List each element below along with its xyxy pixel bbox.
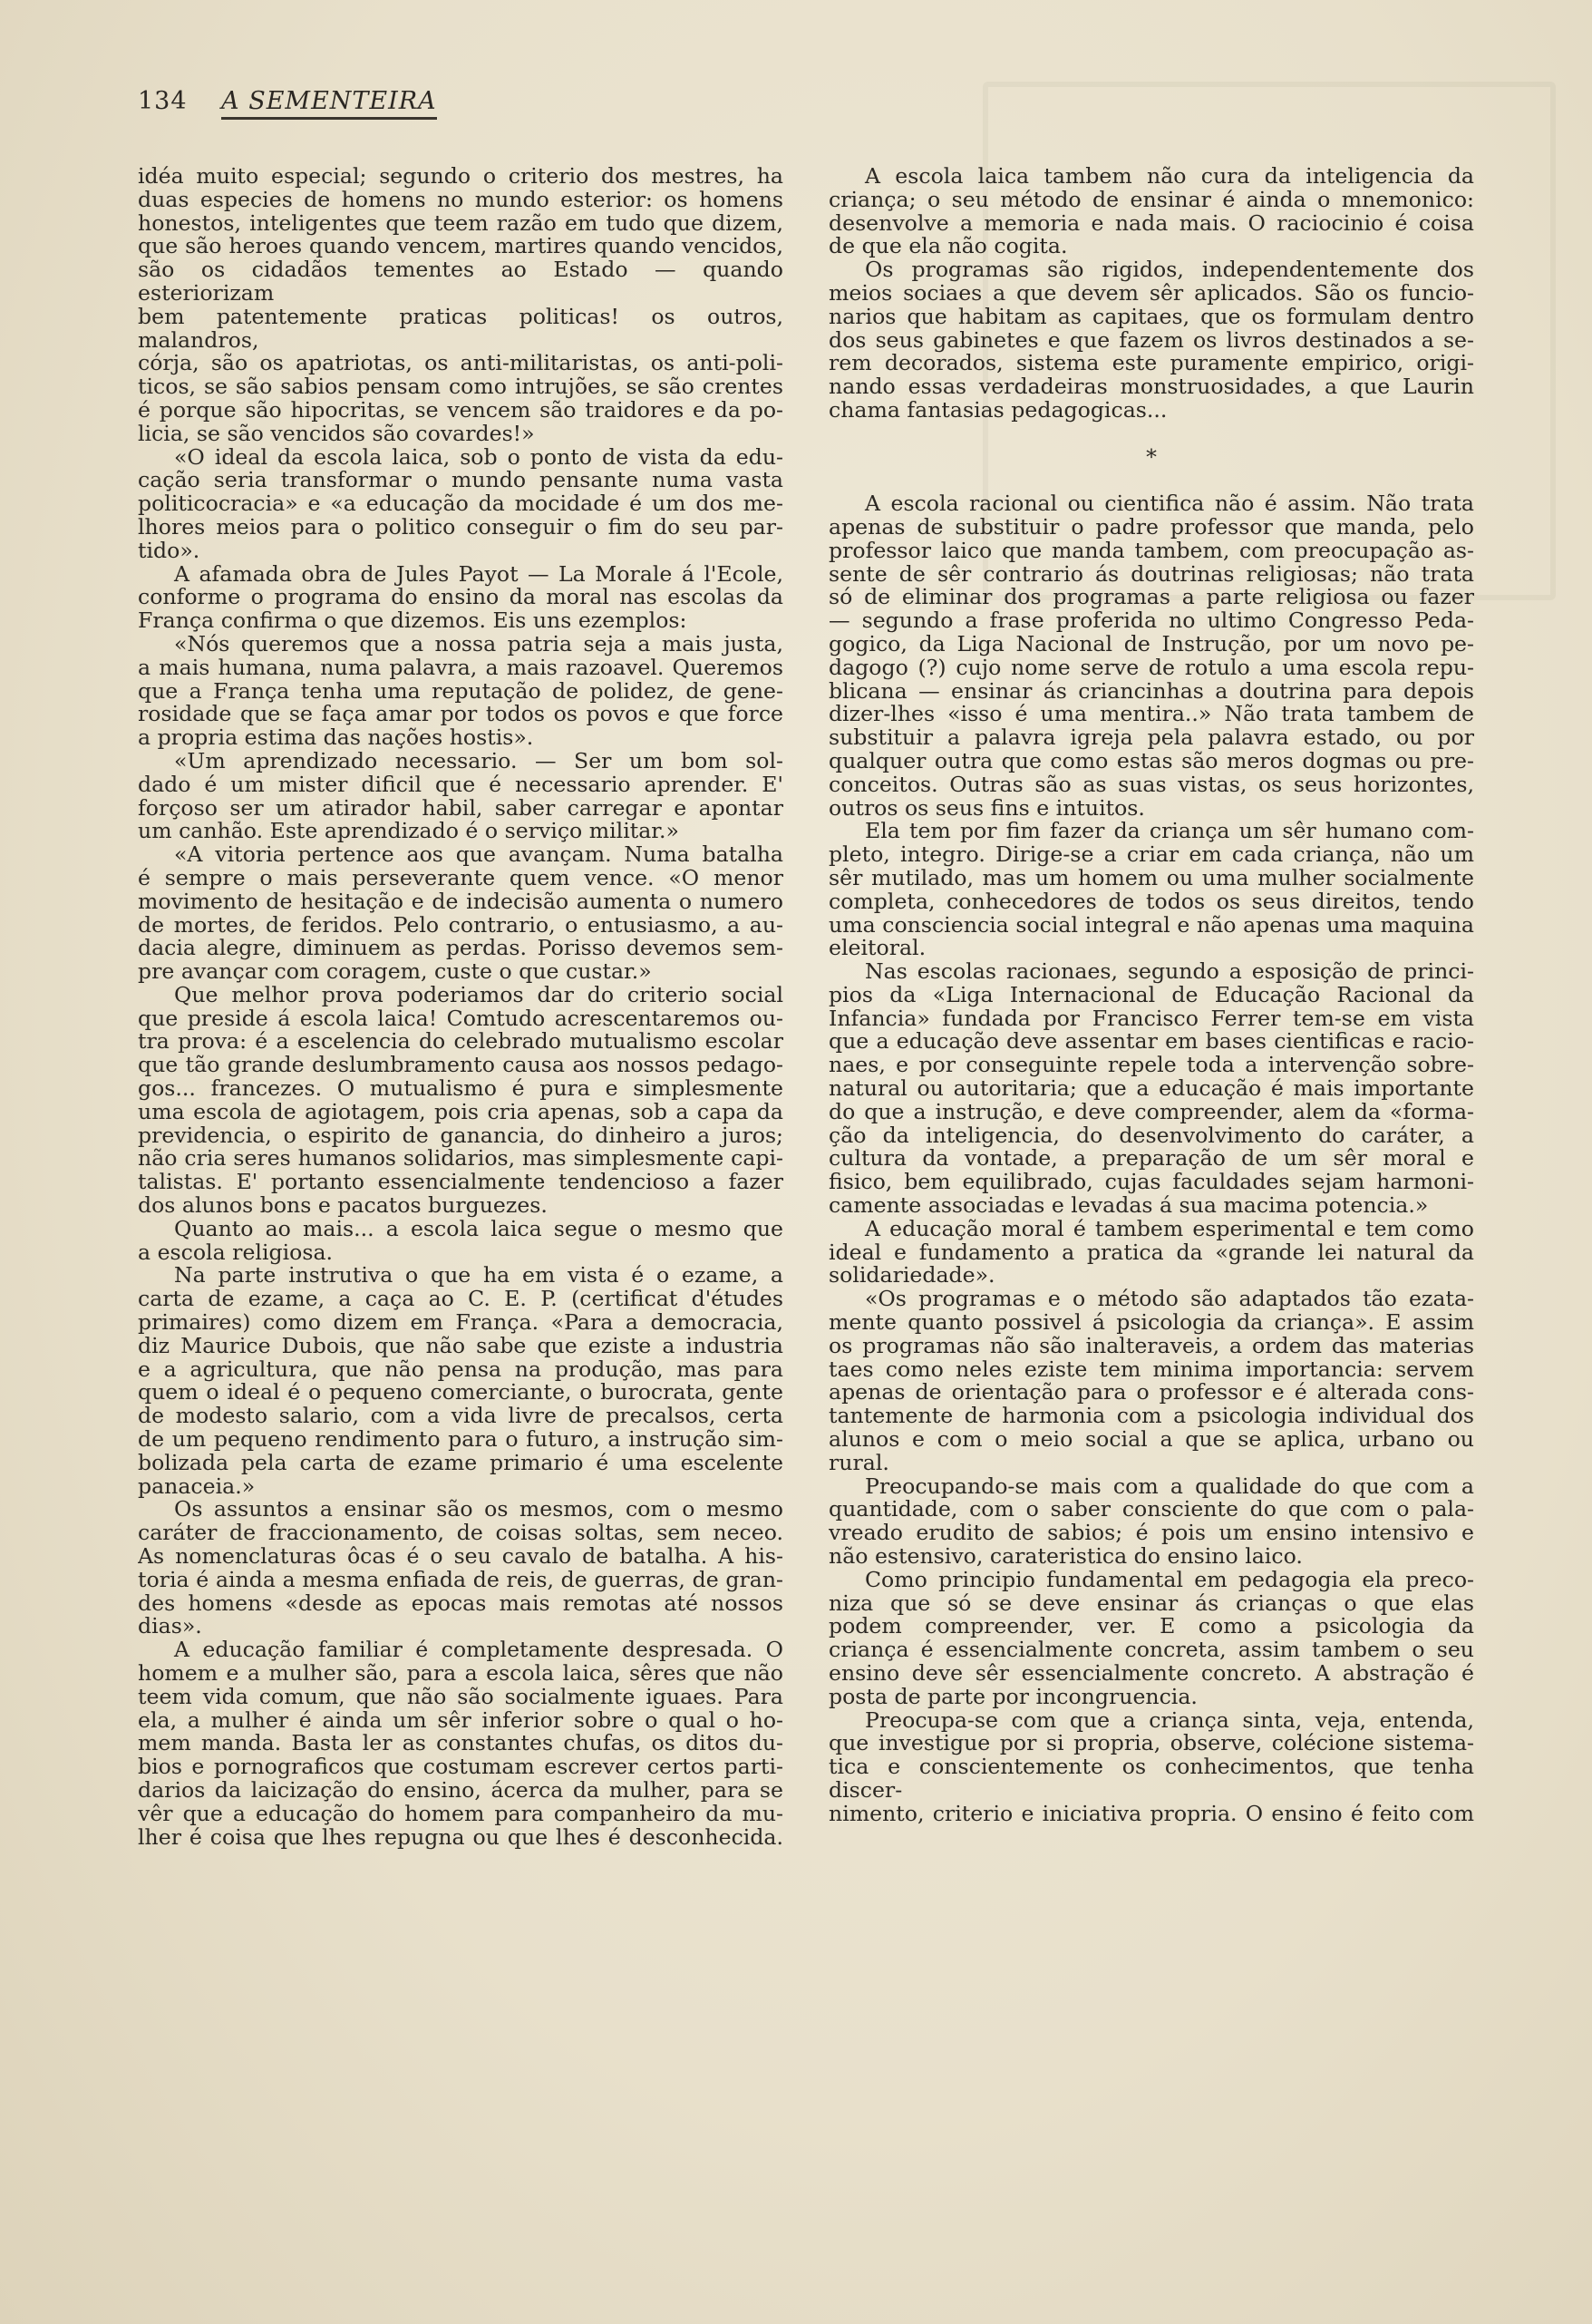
text-line: nimento, criterio e iniciativa propria. O ensino é feito com [829,1800,1474,1826]
text-line: tido». [138,537,200,563]
text-line: dizer-lhes «isso é uma mentira..» Não trata tambem de [829,701,1474,727]
text-line: e a agricultura, que não pensa na produção, mas para [138,1356,783,1382]
text-line: posta de parte por incongruencia. [829,1683,1198,1709]
text-line: são os cidadãos tementes ao Estado — quando esteriorizam [138,257,783,306]
text-line: de modesto salario, com a vida livre de precalsos, certa [138,1403,783,1429]
text-line: talistas. E' portanto essencialmente tendencioso a fazer [138,1169,783,1195]
text-line: darios da laicização do ensino, ácerca da mulher, para se [138,1776,783,1803]
text-line: Os assuntos a ensinar são os mesmos, com o mesmo [174,1496,783,1522]
text-line: ticos, se são sabios pensam como intrujões, se são crentes [138,374,783,400]
text-line: gogico, da Liga Nacional de Instrução, por um novo pe- [829,630,1474,656]
text-line: rural. [829,1449,889,1475]
right-text-column [829,165,1474,2251]
text-line: não cria seres humanos solidarios, mas simplesmente capi- [138,1145,783,1172]
text-line: lhores meios para o politico conseguir o fim do seu par- [138,513,783,540]
text-line: a propria estima das nações hostis». [138,724,534,751]
text-line: desenvolve a memoria e nada mais. O raciocinio é coisa [829,209,1474,236]
text-line: Como principio fundamental em pedagogia ela preco- [865,1566,1474,1592]
text-line: uma consciencia social integral e não apenas uma maquina [829,911,1474,938]
text-line: vreado erudito de sabios; é pois um ensino intensivo e [829,1520,1474,1546]
text-line: diz Maurice Dubois, que não sabe que eziste a industria [138,1332,783,1358]
text-line: pre avançar com coragem, custe o que custar.» [138,958,652,985]
text-line: pios da «Liga Internacional de Educação Racional da [829,981,1474,1007]
text-line: alunos e com o meio social a que se aplica, urbano ou [829,1426,1474,1453]
text-line: substituir a palavra igreja pela palavra estado, ou por [829,724,1474,751]
text-line: dacia alegre, diminuem as perdas. Porisso devemos sem- [138,935,783,961]
text-line: primaires) como dizem em França. «Para a democracia, [138,1309,783,1336]
text-line: os programas não são inalteraveis, a ordem das materias [829,1332,1474,1358]
text-line: é porque são hipocritas, se vencem são traidores e da po- [138,396,783,423]
text-line: «Os programas e o método são adaptados tão ezata- [865,1286,1474,1312]
text-line: naes, e por conseguinte repele toda a intervenção sobre- [829,1052,1474,1078]
text-line: sêr mutilado, mas um homem ou uma mulher socialmente [829,864,1474,890]
text-line: córja, são os apatriotas, os anti-militaristas, os anti-poli- [138,350,783,376]
text-line: Preocupando-se mais com a qualidade do que com a [865,1473,1474,1499]
text-line: forçoso ser um atirador habil, saber carregar e apontar [138,794,783,821]
left-text-column [138,165,783,2251]
text-line: Os programas são rigidos, independentemente dos [865,257,1474,283]
text-line: A escola laica tambem não cura da inteligencia da [865,165,1474,189]
text-line: apenas de substituir o padre professor que manda, pelo [829,513,1474,540]
text-line: A afamada obra de Jules Payot — La Morale á l'Ecole, [174,560,783,587]
text-line: A educação familiar é completamente despresada. O [174,1637,783,1663]
text-line: des homens «desde as epocas mais remotas até nossos [138,1590,783,1616]
text-line: homem e a mulher são, para a escola laica, sêres que não [138,1660,783,1686]
text-line: bios e pornograficos que costumam escrever certos parti- [138,1754,783,1780]
page-header [138,87,1480,123]
text-line: dias». [138,1613,202,1639]
text-line: lher é coisa que lhes repugna ou que lhes é desconhecida. [138,1823,783,1850]
text-line: tica e conscientemente os conhecimentos, que tenha discer- [829,1754,1474,1803]
text-line: mente quanto possivel á psicologia da criança». E assim [829,1309,1474,1336]
text-line: criança é essencialmente concreta, assim tambem o seu [829,1637,1474,1663]
text-line: caráter de fraccionamento, de coisas soltas, sem neceo. [138,1520,783,1546]
text-line: podem compreender, ver. E como a psicologia da [829,1613,1474,1639]
text-line: de que ela não cogita. [829,233,1068,259]
text-line: a escola religiosa. [138,1239,334,1265]
text-line: dos alunos bons e pacatos burguezes. [138,1192,548,1219]
text-line: fisico, bem equilibrado, cujas faculdades sejam harmoni- [829,1169,1474,1195]
text-line: toria é ainda a mesma enfiada de reis, de guerras, de gran- [138,1566,783,1592]
text-line: blicana — ensinar ás criancinhas a doutrina para depois [829,677,1474,704]
text-line: solidariedade». [829,1262,995,1288]
text-line: pleto, integro. Dirige-se a criar em cada criança, não um [829,841,1474,868]
text-line: ela, a mulher é ainda um sêr inferior sobre o qual o ho- [138,1707,783,1733]
text-line: duas especies de homens no mundo esterior: os homens [138,186,783,212]
text-line: natural ou autoritaria; que a educação é mais importante [829,1075,1474,1102]
text-line: um canhão. Este aprendizado é o serviço militar.» [138,818,679,844]
text-line: Infancia» fundada por Francisco Ferrer tem-se em vista [829,1005,1474,1031]
text-line: nando essas verdadeiras monstruosidades, a que Laurin [829,374,1474,400]
text-line: camente associadas e levadas á sua macima potencia.» [829,1192,1429,1219]
text-line: chama fantasias pedagogicas... [829,396,1168,423]
blank-line [829,423,1474,446]
text-line: conceitos. Outras são as suas vistas, os seus horizontes, [829,771,1474,797]
text-line: que a educação deve assentar em bases cientificas e racio- [829,1028,1474,1055]
text-line: que são heroes quando vencem, martires quando vencidos, [138,233,783,259]
text-line: dagogo (?) cujo nome serve de rotulo a uma escola repu- [829,654,1474,680]
text-line: — segundo a frase proferida no ultimo Congresso Peda- [829,608,1474,634]
text-line: meios sociaes a que devem sêr aplicados. São os funcio- [829,279,1474,306]
text-line: Nas escolas racionaes, segundo a esposição de princi- [865,958,1474,985]
text-line: que investigue por si propria, observe, colécione sistema- [829,1730,1474,1756]
text-line: professor laico que manda tambem, com preocupação as- [829,537,1474,563]
text-line: A escola racional ou cientifica não é assim. Não trata [865,491,1474,517]
text-line: «Um aprendizado necessario. — Ser um bom sol- [174,747,783,773]
text-line: cação seria transformar o mundo pensante numa vasta [138,467,783,493]
text-line: dado é um mister dificil que é necessario aprender. E' [138,771,783,797]
text-line: bem patentemente praticas politicas! os outros, malandros, [138,303,783,353]
text-line: dos seus gabinetes e que fazem os livros destinados a se- [829,326,1474,353]
text-line: sente de sêr contrario ás doutrinas religiosas; não trata [829,560,1474,587]
text-line: gos... francezes. O mutualismo é pura e simplesmente [138,1075,783,1102]
text-line: cultura da vontade, a preparação de um sêr moral e [829,1145,1474,1172]
text-line: criança; o seu método de ensinar é ainda o mnemonico: [829,186,1474,212]
text-line: eleitoral. [829,935,927,961]
text-line: previdencia, o espirito de ganancia, do dinheiro a juros; [138,1122,783,1148]
text-line: licia, se são vencidos são covardes!» [138,420,535,446]
text-line: do que a instrução, e deve compreender, alem da «forma- [829,1098,1474,1124]
text-line: de um pequeno rendimento para o futuro, a instrução sim- [138,1426,783,1453]
text-line: Ela tem por fim fazer da criança um sêr humano com- [865,818,1474,844]
text-line: é sempre o mais perseverante quem vence. «O menor [138,864,783,890]
text-line: Preocupa-se com que a criança sinta, veja, entenda, [865,1707,1474,1733]
page-number: 134 [138,87,188,115]
text-line: tra prova: é a escelencia do celebrado mutualismo escolar [138,1028,783,1055]
text-line: taes como neles eziste tem minima importancia: servem [829,1356,1474,1382]
text-line: ideal e fundamento a pratica da «grande lei natural da [829,1239,1474,1265]
text-line: niza que só se deve ensinar ás crianças o que elas [829,1590,1474,1616]
text-line: quantidade, com o saber consciente do que com o pala- [829,1496,1474,1522]
text-line: carta de ezame, a caça ao C. E. P. (certificat d'études [138,1286,783,1312]
text-line: Que melhor prova poderiamos dar do criterio social [174,981,783,1007]
text-line: de mortes, de feridos. Pelo contrario, o entusiasmo, a au- [138,911,783,938]
text-line: «Nós queremos que a nossa patria seja a mais justa, [174,630,783,656]
text-line: idéa muito especial; segundo o criterio dos mestres, ha [138,165,783,189]
text-line: «O ideal da escola laica, sob o ponto de vista da edu- [174,443,783,470]
text-line: honestos, inteligentes que teem razão em tudo que dizem, [138,209,783,236]
text-line: Quanto ao mais... a escola laica segue o mesmo que [174,1215,783,1241]
text-line: ção da inteligencia, do desenvolvimento do caráter, a [829,1122,1474,1148]
text-line: bolizada pela carta de ezame primario é uma escelente [138,1449,783,1475]
text-line: uma escola de agiotagem, pois cria apenas, sob a capa da [138,1098,783,1124]
text-line: As nomenclaturas ôcas é o seu cavalo de batalha. A his- [138,1543,783,1570]
text-line: Na parte instrutiva o que ha em vista é o ezame, a [174,1262,783,1288]
text-line: vêr que a educação do homem para companheiro da mu- [138,1800,783,1826]
text-line: A educação moral é tambem esperimental e tem como [865,1215,1474,1241]
text-line: que preside á escola laica! Comtudo acrescentaremos ou- [138,1005,783,1031]
text-line: quem o ideal é o pequeno comerciante, o burocrata, gente [138,1379,783,1405]
text-line: completa, conhecedores de todos os seus direitos, tendo [829,888,1474,914]
text-line: rem decorados, sistema este puramente empirico, origi- [829,350,1474,376]
text-line: politicocracia» e «a educação da mocidade é um dos me- [138,491,783,517]
text-line: tantemente de harmonia com a psicologia individual dos [829,1403,1474,1429]
text-line: movimento de hesitação e de indecisão aumenta o numero [138,888,783,914]
text-line: narios que habitam as capitaes, que os formulam dentro [829,303,1474,329]
text-line: rosidade que se faça amar por todos os povos e que force [138,701,783,727]
text-line: panaceia.» [138,1473,256,1499]
journal-title: A SEMENTEIRA [221,87,436,120]
text-line: qualquer outra que como estas são meros dogmas ou pre- [829,747,1474,773]
text-line: ensino deve sêr essencialmente concreto. A abstração é [829,1660,1474,1686]
text-line: só de eliminar dos programas a parte religiosa ou fazer [829,584,1474,610]
text-line: não estensivo, carateristica do ensino laico. [829,1543,1303,1570]
text-line: conforme o programa do ensino da moral nas escolas da [138,584,783,610]
text-line: apenas de orientação para o professor e é alterada cons- [829,1379,1474,1405]
blank-line [829,469,1474,492]
text-line: que a França tenha uma reputação de polidez, de gene- [138,677,783,704]
text-line: teem vida comum, que não são socialmente iguaes. Para [138,1683,783,1709]
section-separator: * [1146,443,1157,470]
text-line: a mais humana, numa palavra, a mais razoavel. Queremos [138,654,783,680]
text-line: que tão grande deslumbramento causa aos nossos pedago- [138,1052,783,1078]
text-line: outros os seus fins e intuitos. [829,794,1145,821]
text-line: mem manda. Basta ler as constantes chufas, os ditos du- [138,1730,783,1756]
text-line: «A vitoria pertence aos que avançam. Numa batalha [174,841,783,868]
text-line: França confirma o que dizemos. Eis uns ezemplos: [138,608,687,634]
